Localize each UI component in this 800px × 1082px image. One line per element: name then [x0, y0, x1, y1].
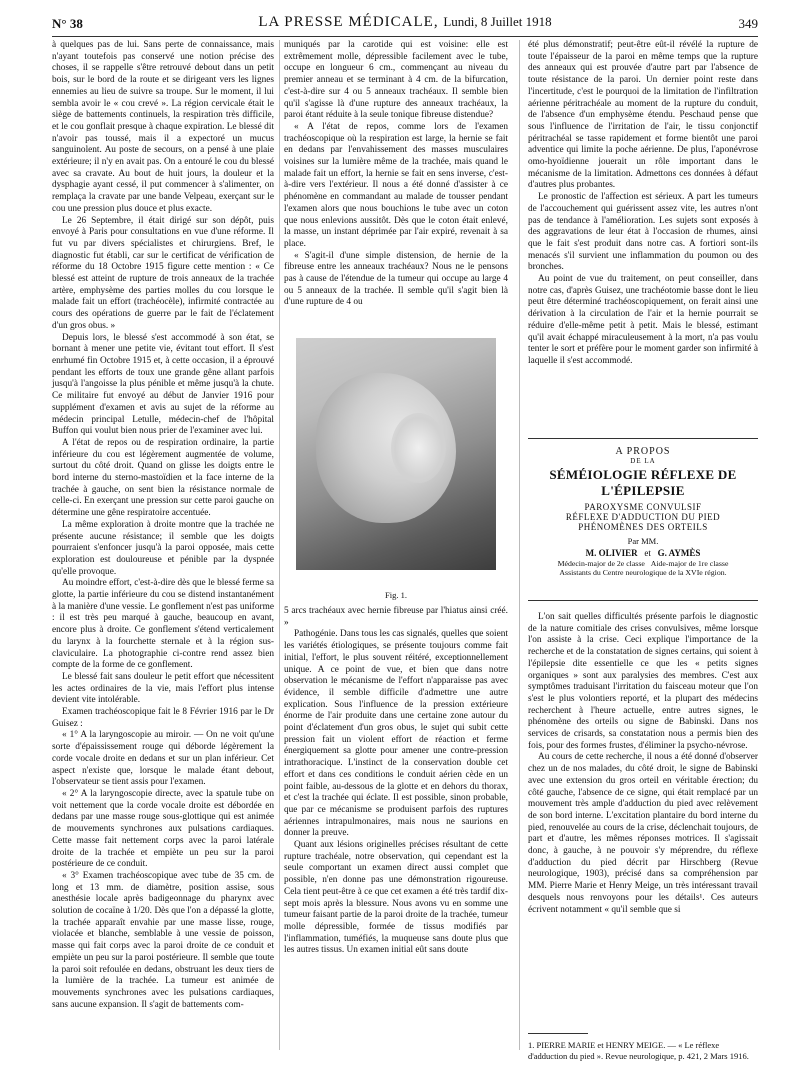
article-title: SÉMÉIOLOGIE RÉFLEXE DE L'ÉPILEPSIE	[549, 467, 737, 498]
article-subtitle-3: PHÉNOMÈNES DES ORTEILS	[578, 522, 708, 532]
article-de-la: DE LA	[630, 457, 656, 465]
column-2-top	[284, 40, 508, 309]
paragraph: Quant aux lésions originelles précises résultant de cette rupture trachéale, notre observation, qui cependant est la seule comportant un examen direct aussi complet que possible, n'en donne pas une démonstration rigoureuse. Cela tient peut-être à ce que cet examen a été très tardif dix-sept mois après la blessure. Nous avons vu en somme une tumeur faisant partie de la paroi droite de la trachée, tumeur molle dépressible, formée de tissus modifiés par l'inflammation, tuméfiés, la muqueuse sans doute plus que les autres tissus. Un examen initial eût sans doute	[284, 840, 508, 956]
paragraph: « A l'état de repos, comme lors de l'examen trachéoscopique où la respiration est large, la hernie se fait en dedans par l'envahissement des masses musculaires voisines sur la lumière même de la trachée, mais quand le malade fait un effort, la hernie se fait en sens inverse, c'est-à-dire vers l'extérieur. Il nous a été donné d'assister à ce phénomène en commandant au malade de tousser pendant l'examen alors que nous bouchions le tube avec un coton que nous enlevions aussitôt. Dès que le coton était enlevé, la masse, un instant déprimée par l'air expiré, revenait à sa place.	[284, 121, 508, 249]
author-roles	[528, 559, 758, 568]
paragraph: Le pronostic de l'affection est sérieux. A part les tumeurs de l'accouchement qui guérissent assez vite, les autres n'ont pas de tendance à l'amélioration. Les sujets sont exposés à des aggravations de leur état à l'occasion de rhumes, ainsi que le fait s'est produit dans notre cas. A fortiori sont-ils menacés s'il survient une inflammation du poumon ou des bronches.	[528, 192, 758, 273]
footnote: 1. PIERRE MARIE et HENRY MEIGE. — « Le réflexe d'adduction du pied ». Revue neurologique, p. 421, 2 Mars 1916.	[528, 1040, 749, 1061]
author-1: M. OLIVIER	[585, 548, 638, 558]
paragraph: 5 arcs trachéaux avec hernie fibreuse par l'hiatus ainsi créé. »	[284, 606, 508, 628]
author-affiliation: Assistants du Centre neurologique de la XVIe région.	[559, 568, 727, 577]
article-par: Par MM.	[627, 536, 659, 546]
paragraph: « 3° Examen trachéoscopique avec tube de 35 cm. de long et 13 mm. de diamètre, position assise, sous anesthésie locale après badigeonnage du pharynx avec solution de cocaïne à 1/20. Dès que l'on a dépassé la glotte, la trachée apparaît envahie par une masse lisse, rouge, violacée et blanche, semblable à une vessie de poisson, masse qui fait corps avec la paroi droite de ce conduit et empiète un peu sur la paroi postérieure. Il semble que toute la paroi soit refoulée en dedans, obstruant les deux tiers de la lumière de la trachée. La tumeur est animée de mouvements synchrones avec les pulsations cardiaques, sans aucune expansion. Il s'agit de battements com-	[52, 870, 274, 1010]
author-conjunction: et	[644, 548, 651, 558]
column-2-bottom	[284, 606, 508, 957]
paragraph: Au point de vue du traitement, on peut conseiller, dans notre cas, d'après Guisez, une trachéotomie basse dont le lieu peut être déterminé trachéoscopiquement, on ferait ainsi une dérivation à la circulation de l'air et la hernie pourrait se réduire d'elle-même petit à petit. Mais le blessé, estimant qu'il avait échappé miraculeusement à la mort, n'a pas voulu tenter le sort et préfère pour le moment garder son infirmité à laquelle il s'est accommodé.	[528, 274, 758, 366]
paragraph: Au cours de cette recherche, il nous a été donné d'observer chez un de nos malades, du côté droit, le signe de Babinski avec une extension du gros orteil en véritable érection; du côté gauche, l'absence de ce signe, qui était remplacé par un mouvement très ample d'adduction du pied avec relèvement de son bord interne. L'excitation plantaire du bord interne du pied, renouvelée au cours de la crise, déclenchait toujours, de part et d'autre, les mêmes réponses motrices. Il s'agissait donc, à gauche, à ne pouvoir s'y méprendre, du réflexe d'adduction du pied décrit par Hirschberg (Revue neurologique, 1903), précisé dans sa compréhension par MM. Pierre Marie et Henry Meige, un très intéressant travail desquels nous renvoyons pour les détails¹. Ces auteurs écrivent notamment « qu'il semble que si	[528, 752, 758, 915]
paragraph: Le 26 Septembre, il était dirigé sur son dépôt, puis envoyé à Paris pour consultations en vue d'une réforme. Il fut vu par divers spécialistes et chirurgiens. Bref, le diagnostic fut établi, car sur le certificat de vérification de réforme du 18 Octobre 1915 figure cette mention : « Ce blessé est atteint de rupture de trois anneaux de la trachée artère, emphysème des parties molles du cou lorsque le malade fait un effort (trachéocèle), infirmité contractée au cours des opérations de guerre par le fait de l'éclatement d'un gros obus. »	[52, 215, 274, 331]
article-top-rule	[528, 438, 758, 439]
header-rule	[52, 36, 758, 37]
figure-caption: Fig. 1.	[385, 590, 407, 600]
issue-number: N° 38	[52, 16, 83, 31]
column-1	[52, 40, 274, 1011]
paragraph: « S'agit-il d'une simple distension, de hernie de la fibreuse entre les anneaux trachéaux? Nous ne le pensons pas à cause de l'étendue de la tumeur qui occupe au large 4 ou 5 anneaux de la trachée. Il semble qu'il s'agit bien là d'une rupture de 4 ou	[284, 250, 508, 308]
paragraph: Pathogénie. Dans tous les cas signalés, quelles que soient les variétés étiologiques, se présente toujours comme fait initial, l'effort, le plus souvent réitéré, exceptionnellement unique. A ce point de vue, et bien que dans notre observation le mécanisme de l'effort n'apparaisse pas avec évidence, il semble difficile d'admettre une autre explication. Sous l'influence de la pression extérieure énorme de l'air produite dans une certaine zone autour du point d'éclatement d'un gros obus, le sujet qui subit cette pression fait un violent effort de réaction et ferme énergiquement sa glotte pour amener une contre-pression intrathoracique. L'instinct de la conservation double cet effort et dans ces conditions le conduit aérien cède en un point faible, au-dessous de la glotte et en dehors du thorax, et c'est la trachée qui éclate. Il est possible, sinon probable, que par ce mécanisme se produisent parfois des ruptures aériennes intrapulmonaires, mais nous ne saurions en donner la preuve.	[284, 629, 508, 839]
paragraph: Le blessé fait sans douleur le petit effort que nécessitent les actes ordinaires de la vie, mais l'effort plus intense devient vite intolérable.	[52, 671, 274, 706]
paragraph: Depuis lors, le blessé s'est accommodé à son état, se bornant à mener une petite vie, évitant tout effort. Il s'est enrhumé fin Octobre 1915 et, à cette occasion, il a éprouvé pendant les efforts de toux une grande gêne allant parfois jusqu'à l'angoisse la plus pénible et même jusqu'à la chute. Ce militaire fut envoyé au début de Janvier 1916 pour supplément d'examen et avis au sujet de la réforme au médecin principal Letulle, médecin-chef de l'hôpital Buffon qui voulut bien nous prier de l'examiner avec lui.	[52, 332, 274, 437]
paragraph: L'on sait quelles difficultés présente parfois le diagnostic de la nature comitiale des crises convulsives, même lorsque l'on assiste à la crise. Ceci explique l'importance de la recherche et de la constatation de signes certains, qui soient à l'épilepsie dite essentielle ce que les « petits signes organiques » sont aux paralysies des membres. C'est aux symptômes traduisant l'irritation du faisceau moteur que l'on s'est le plus volontiers reporté, et la plupart des médecins recherchent à l'heure actuelle, entre autres signes, le phénomène des orteils ou signe de Babinski. Dans nos services de crisards, sa constatation nous a permis bien des fois, pour des formes frustes, d'éliminer la psycho-névrose.	[528, 612, 758, 751]
article-bottom-rule	[528, 600, 758, 601]
paragraph: « 1° A la laryngoscopie au miroir. — On ne voit qu'une sorte d'épaississement rouge qui déborde légèrement la corde vocale droite en dedans et sur un plan inférieur. Cet aspect n'existe que, lorsque le malade étant debout, l'observateur se tient assis pour l'examen.	[52, 730, 274, 788]
article-kicker: A PROPOS	[615, 446, 671, 457]
column-3-top	[528, 40, 758, 368]
column-divider-1	[279, 40, 280, 1050]
article-subtitle-2: RÉFLEXE D'ADDUCTION DU PIED	[565, 512, 721, 522]
paragraph: Au moindre effort, c'est-à-dire dès que le blessé ferme sa glotte, la partie inférieure du cou se distend instantanément à la manière d'une vessie. Le gonflement n'est pas uniforme : il est très peu marqué à gauche, beaucoup en avant, encore plus à droite. Ce gonflement s'étend verticalement du larynx à la fourchette sternale et à la région sus-claviculaire. La photographie ci-contre rend assez bien compte de la forme de ce gonflement.	[52, 578, 274, 671]
article-subtitle-1: PAROXYSME CONVULSIF	[584, 502, 702, 512]
author-2-role: Aide-major de 1re classe	[650, 559, 729, 568]
paragraph: à quelques pas de lui. Sans perte de connaissance, mais n'ayant toutefois pas conservé une notion précise des choses, il se rappelle s'être retrouvé debout dans un petit bois, sur le bord de la route et se dirigeant vers les lignes ennemies au lieu de suivre sa troupe. Sur le moment, il lui sembla avoir le « cou crevé ». La région cervicale était le siège de battements continuels, la respiration très difficile, et le cou gonflait presque à chaque expiration. Le blessé dit n'avoir pas toussé, mais il a expectoré un mucus sanguinolent. Au poste de secours, on a pensé à une plaie extérieure; il n'y en avait pas. On a entouré le cou du blessé avec sa cravate. Au bout de huit jours, la douleur et la dysphagie ayant cessé, il put commencer à s'alimenter, on remplaça la cravate par une bande Velpeau, exerçant sur le cou une pression plus douce et plus exacte.	[52, 40, 274, 214]
paragraph: La même exploration à droite montre que la trachée ne présente aucune résistance; il semble que les doigts pourraient s'enfoncer jusqu'à la paroi opposée, mais cette exploration est douloureuse et pénible par la dyspnée qu'elle provoque.	[52, 519, 274, 577]
paragraph: muniqués par la carotide qui est voisine: elle est extrêmement molle, dépressible facilement avec le tube, occupe en longueur 6 cm., commençant au niveau du premier anneau et se terminant à 4 cm. de la bifurcation, c'est-à-dire sur 4 ou 5 anneaux trachéaux. Il semble bien qu'il s'agisse là d'une rupture des anneaux trachéaux, la paroi étant réduite à la seule tonique fibreuse distendue?	[284, 40, 508, 121]
footnote-rule	[528, 1033, 588, 1034]
page-header	[52, 14, 758, 36]
paragraph: été plus démonstratif; peut-être eût-il révélé la rupture de toute l'épaisseur de la paroi en même temps que la rupture des anneaux qui est prouvée d'autre part par l'absence de toute résistance de la paroi. Un dernier point reste dans l'incertitude, c'est le pourquoi de la limitation de l'infiltration aérienne péritrachéale au moment de la rupture du conduit, de l'absence d'un emphysème étendu. Peschaud pense que sous l'influence de l'irritation de l'air, le tissu conjonctif péritrachéal se tasse rapidement et forme bientôt une paroi adventice qui limite la poche aérienne. De plus, l'aponévrose omo-hyoïdienne jouerait un rôle important dans le mécanisme de la limitation. Admettons ces données à défaut d'autres plus probantes.	[528, 40, 758, 191]
column-3-bottom	[528, 612, 758, 916]
issue-date: Lundi, 8 Juillet 1918	[443, 14, 552, 29]
column-divider-2	[519, 40, 520, 1050]
page-number: 349	[738, 16, 758, 31]
journal-name: LA PRESSE MÉDICALE,	[258, 14, 439, 30]
journal-title-line	[52, 14, 758, 31]
article-heading-block	[528, 446, 758, 577]
article-authors	[528, 548, 758, 558]
paragraph: Examen trachéoscopique fait le 8 Février 1916 par le Dr Guisez :	[52, 707, 274, 729]
author-2: G. AYMÈS	[657, 548, 701, 558]
author-1-role: Médecin-major de 2e classe	[557, 559, 645, 568]
figure-photograph	[296, 338, 496, 570]
paragraph: A l'état de repos ou de respiration ordinaire, la partie inférieure du cou est légèrement augmentée de volume, surtout du côté droit. Quand on glisse les doigts entre le bord interne du sterno-mastoïdien et la face interne de la trachée à gauche, on sent bien la résistance normale de celle-ci. En exerçant une pression sur cette paroi gauche on détermine une gêne respiratoire accentuée.	[52, 437, 274, 519]
paragraph: « 2° A la laryngoscopie directe, avec la spatule tube on voit nettement que la corde vocale droite est débordée en dedans par une masse rouge sous-glottique qui est animée de mouvements synchrones aux pulsations cardiaques. Cette masse fait nettement corps avec la paroi latérale droite de la trachée et empiète un peu sur la paroi postérieure de ce conduit.	[52, 789, 274, 870]
